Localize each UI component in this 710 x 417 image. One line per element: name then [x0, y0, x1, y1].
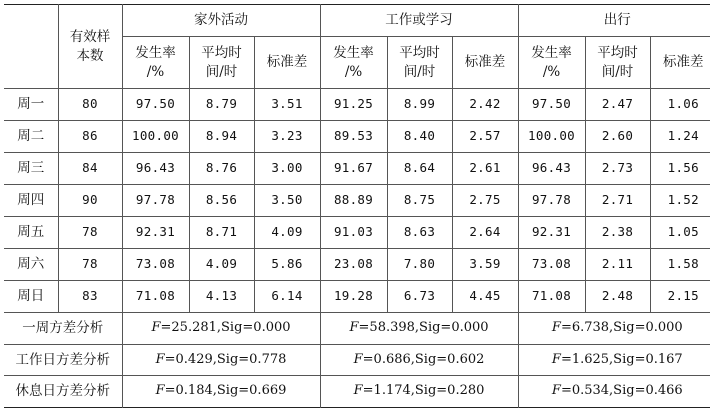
value-cell: 96.43	[122, 153, 189, 185]
table-row	[4, 153, 710, 185]
anova-result	[122, 376, 320, 408]
day-cell: 周六	[4, 249, 58, 281]
std-header: 标准差	[650, 37, 710, 89]
sample-cell: 86	[58, 121, 122, 153]
day-cell: 周一	[4, 89, 58, 121]
rate-header-line1: 发生率	[531, 45, 572, 62]
table-row	[4, 185, 710, 217]
value-cell: 8.94	[189, 121, 254, 153]
anova-value: =6.738,Sig=0.000	[560, 320, 683, 336]
sample-cell: 78	[58, 217, 122, 249]
std-header: 标准差	[254, 37, 320, 89]
value-cell: 71.08	[122, 281, 189, 313]
table-row	[4, 121, 710, 153]
anova-value: =25.281,Sig=0.000	[160, 320, 291, 336]
value-cell: 3.59	[452, 249, 518, 281]
anova-value: =0.686,Sig=0.602	[362, 351, 485, 367]
std-header: 标准差	[452, 37, 518, 89]
value-cell: 97.50	[122, 89, 189, 121]
rate-header	[122, 37, 189, 89]
sample-cell: 90	[58, 185, 122, 217]
rate-header-line1: 发生率	[135, 45, 176, 62]
value-cell: 100.00	[518, 121, 585, 153]
anova-value: =0.184,Sig=0.669	[164, 383, 287, 399]
anova-row	[4, 313, 710, 345]
anova-result	[320, 344, 518, 376]
value-cell: 8.40	[387, 121, 452, 153]
day-cell: 周二	[4, 121, 58, 153]
sample-header-line2: 本数	[76, 47, 104, 64]
value-cell: 2.73	[585, 153, 650, 185]
value-cell: 8.56	[189, 185, 254, 217]
anova-label: 一周方差分析	[4, 313, 122, 345]
value-cell: 3.51	[254, 89, 320, 121]
value-cell: 91.25	[320, 89, 387, 121]
value-cell: 1.58	[650, 249, 710, 281]
value-cell: 8.99	[387, 89, 452, 121]
value-cell: 2.11	[585, 249, 650, 281]
anova-value: =0.534,Sig=0.466	[560, 383, 683, 399]
value-cell: 92.31	[518, 217, 585, 249]
time-header-line1: 平均时	[201, 45, 242, 62]
corner-cell	[4, 5, 58, 89]
sample-cell: 84	[58, 153, 122, 185]
value-cell: 8.63	[387, 217, 452, 249]
value-cell: 71.08	[518, 281, 585, 313]
time-header-line1: 平均时	[597, 45, 638, 62]
value-cell: 6.73	[387, 281, 452, 313]
time-header	[585, 37, 650, 89]
table-row	[4, 249, 710, 281]
value-cell: 2.61	[452, 153, 518, 185]
anova-result	[518, 376, 710, 408]
value-cell: 3.50	[254, 185, 320, 217]
value-cell: 97.50	[518, 89, 585, 121]
value-cell: 100.00	[122, 121, 189, 153]
value-cell: 88.89	[320, 185, 387, 217]
value-cell: 89.53	[320, 121, 387, 153]
anova-result	[518, 344, 710, 376]
value-cell: 2.47	[585, 89, 650, 121]
time-header-line2: 间/时	[205, 63, 238, 80]
rate-header-line1: 发生率	[333, 45, 374, 62]
value-cell: 19.28	[320, 281, 387, 313]
f-symbol: F	[349, 320, 359, 336]
value-cell: 73.08	[122, 249, 189, 281]
f-symbol: F	[155, 383, 165, 399]
group-header-travel: 出行	[518, 5, 710, 37]
sample-header	[58, 5, 122, 89]
anova-result	[320, 376, 518, 408]
sample-cell: 83	[58, 281, 122, 313]
table-row	[4, 89, 710, 121]
value-cell: 91.03	[320, 217, 387, 249]
data-table	[4, 4, 710, 408]
day-cell: 周五	[4, 217, 58, 249]
value-cell: 8.71	[189, 217, 254, 249]
anova-value: =58.398,Sig=0.000	[358, 320, 489, 336]
anova-result	[122, 313, 320, 345]
anova-result	[518, 313, 710, 345]
f-symbol: F	[551, 351, 561, 367]
value-cell: 4.09	[189, 249, 254, 281]
value-cell: 96.43	[518, 153, 585, 185]
value-cell: 3.23	[254, 121, 320, 153]
value-cell: 8.79	[189, 89, 254, 121]
value-cell: 2.64	[452, 217, 518, 249]
sample-cell: 78	[58, 249, 122, 281]
rate-header	[518, 37, 585, 89]
time-header	[189, 37, 254, 89]
value-cell: 4.45	[452, 281, 518, 313]
value-cell: 6.14	[254, 281, 320, 313]
value-cell: 7.80	[387, 249, 452, 281]
f-symbol: F	[155, 351, 165, 367]
f-symbol: F	[353, 351, 363, 367]
value-cell: 91.67	[320, 153, 387, 185]
time-header-line1: 平均时	[399, 45, 440, 62]
rate-header-line2: /%	[542, 63, 561, 80]
time-header-line2: 间/时	[601, 63, 634, 80]
sample-cell: 80	[58, 89, 122, 121]
group-header-outdoor: 家外活动	[122, 5, 320, 37]
value-cell: 2.42	[452, 89, 518, 121]
sample-header-line1: 有效样	[69, 29, 111, 46]
day-cell: 周四	[4, 185, 58, 217]
value-cell: 2.60	[585, 121, 650, 153]
value-cell: 1.24	[650, 121, 710, 153]
value-cell: 8.75	[387, 185, 452, 217]
time-header	[387, 37, 452, 89]
f-symbol: F	[353, 383, 363, 399]
value-cell: 97.78	[122, 185, 189, 217]
value-cell: 97.78	[518, 185, 585, 217]
value-cell: 8.64	[387, 153, 452, 185]
value-cell: 4.13	[189, 281, 254, 313]
value-cell: 73.08	[518, 249, 585, 281]
anova-value: =1.625,Sig=0.167	[560, 351, 683, 367]
rate-header-line2: /%	[344, 63, 363, 80]
value-cell: 2.48	[585, 281, 650, 313]
value-cell: 1.52	[650, 185, 710, 217]
value-cell: 4.09	[254, 217, 320, 249]
anova-result	[122, 344, 320, 376]
value-cell: 3.00	[254, 153, 320, 185]
value-cell: 2.38	[585, 217, 650, 249]
rate-header-line2: /%	[146, 63, 165, 80]
day-cell: 周日	[4, 281, 58, 313]
day-cell: 周三	[4, 153, 58, 185]
value-cell: 2.57	[452, 121, 518, 153]
anova-row	[4, 376, 710, 408]
value-cell: 92.31	[122, 217, 189, 249]
value-cell: 1.06	[650, 89, 710, 121]
anova-result	[320, 313, 518, 345]
value-cell: 2.71	[585, 185, 650, 217]
rate-header	[320, 37, 387, 89]
value-cell: 23.08	[320, 249, 387, 281]
time-header-line2: 间/时	[403, 63, 436, 80]
anova-value: =0.429,Sig=0.778	[164, 351, 287, 367]
anova-row	[4, 344, 710, 376]
value-cell: 2.75	[452, 185, 518, 217]
value-cell: 1.05	[650, 217, 710, 249]
table-row	[4, 217, 710, 249]
header-row-groups	[4, 5, 710, 37]
f-symbol: F	[551, 383, 561, 399]
group-header-work: 工作或学习	[320, 5, 518, 37]
value-cell: 1.56	[650, 153, 710, 185]
value-cell: 5.86	[254, 249, 320, 281]
f-symbol: F	[151, 320, 161, 336]
f-symbol: F	[551, 320, 561, 336]
anova-value: =1.174,Sig=0.280	[362, 383, 485, 399]
table-row	[4, 281, 710, 313]
value-cell: 2.15	[650, 281, 710, 313]
anova-label: 休息日方差分析	[4, 376, 122, 408]
value-cell: 8.76	[189, 153, 254, 185]
anova-label: 工作日方差分析	[4, 344, 122, 376]
